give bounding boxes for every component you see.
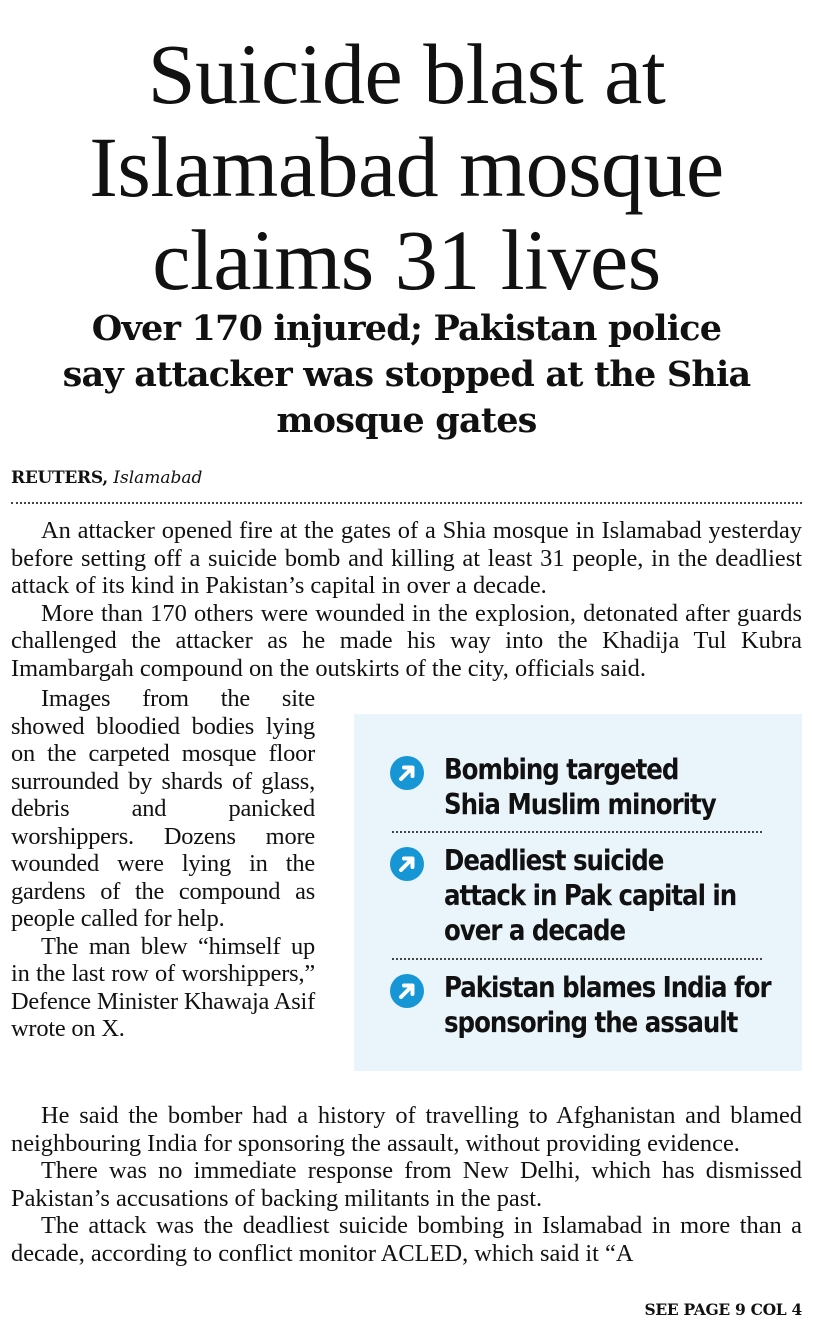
headline-line: Suicide blast at xyxy=(147,26,666,122)
article-paragraph: There was no immediate response from New Delhi, which has dismissed Pakistan’s accusations of backing militants in the past. xyxy=(11,1157,802,1212)
article-paragraph: He said the bomber had a history of travelling to Afghanistan and blamed neighbouring India for sponsoring the assault, without providing evidence. xyxy=(11,1102,802,1157)
arrow-up-right-icon xyxy=(390,974,424,1008)
article-column xyxy=(11,685,315,1043)
headline-line: Islamabad mosque xyxy=(89,119,724,215)
article-paragraph: An attacker opened fire at the gates of a Shia mosque in Islamabad yesterday before setting off a suicide bomb and killing at least 31 people, in the deadliest attack of its kind in Pakistan’s capital in over a decade. xyxy=(11,517,802,599)
article-intro xyxy=(11,517,802,682)
highlight-divider xyxy=(392,831,762,833)
article-paragraph: The attack was the deadliest suicide bombing in Islamabad in more than a decade, according to conflict monitor ACLED, which said it “A xyxy=(11,1212,802,1267)
subheadline xyxy=(0,306,813,444)
byline-location: Islamabad xyxy=(113,468,203,488)
subheadline-line: Over 170 injured; Pakistan police xyxy=(91,308,722,349)
subheadline-line: say attacker was stopped at the Shia xyxy=(62,354,751,395)
byline xyxy=(11,467,202,489)
arrow-up-right-icon xyxy=(390,847,424,881)
article-paragraph: More than 170 others were wounded in the explosion, detonated after guards challenged the attacker as he made his way into the Khadija Tul Kubra Imambargah compound on the outskirts of the city, officials said. xyxy=(11,599,802,682)
headline xyxy=(0,28,813,307)
highlight-text: Deadliest suicide attack in Pak capital in over a decade xyxy=(444,844,737,947)
article-paragraph: The man blew “himself up in the last row of worshippers,” Defence Minister Khawaja Asif wrote on X. xyxy=(11,932,315,1042)
highlights-box xyxy=(354,714,802,1071)
article-paragraph: Images from the site showed bloodied bodies lying on the carpeted mosque floor surrounded by shards of glass, debris and panicked worshippers. Dozens more wounded were lying in the gardens of the compound as people called for help. xyxy=(11,685,315,932)
byline-divider xyxy=(11,502,802,504)
highlight-text: Pakistan blames India for sponsoring the assault xyxy=(444,971,771,1039)
headline-line: claims 31 lives xyxy=(152,212,661,308)
byline-agency: REUTERS, xyxy=(11,468,108,488)
continuation-link[interactable]: SEE PAGE 9 COL 4 xyxy=(644,1300,802,1319)
highlight-divider xyxy=(392,958,762,960)
subheadline-line: mosque gates xyxy=(276,400,537,441)
article-body xyxy=(11,1102,802,1267)
arrow-up-right-icon xyxy=(390,756,424,790)
highlight-text: Bombing targeted Shia Muslim minority xyxy=(444,753,716,821)
